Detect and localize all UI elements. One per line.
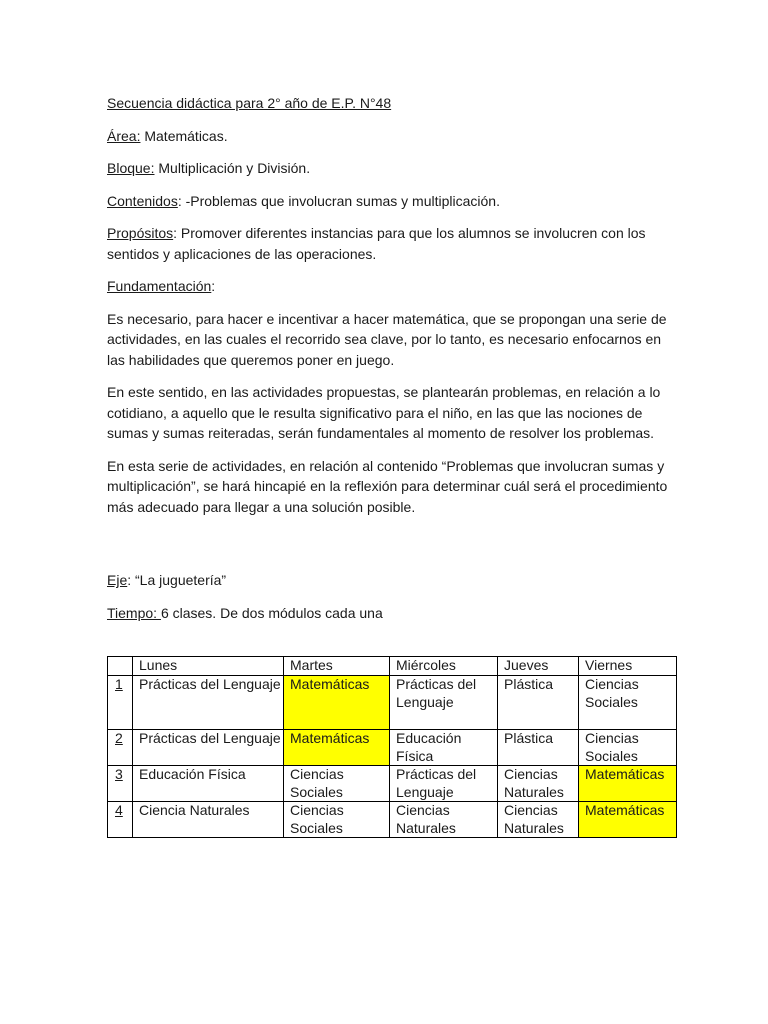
table-cell-highlighted: Matemáticas [284, 676, 390, 730]
fundamentacion-label: Fundamentación [107, 278, 212, 294]
table-cell: Educación Física [133, 766, 284, 802]
table-cell: Prácticas del Lenguaje [133, 676, 284, 730]
header-cell-lunes: Lunes [133, 657, 284, 676]
table-cell: Prácticas del Lenguaje [390, 676, 498, 730]
table-cell-highlighted: Matemáticas [579, 766, 677, 802]
propositos-value: : Promover diferentes instancias para que los alumnos se involucren con los sentidos y aplicaciones de las operaciones. [107, 225, 646, 262]
fundamentacion-paragraph-3: En esta serie de actividades, en relación al contenido “Problemas que involucran sumas y multiplicación”, se hará hincapié en la reflexión para determinar cuál será el procedimiento más adecuado para llegar a una solución posible. [107, 457, 668, 515]
header-cell-viernes: Viernes [579, 657, 677, 676]
table-cell: Ciencia Naturales [133, 802, 284, 838]
table-cell: Prácticas del Lenguaje [133, 730, 284, 766]
header-cell-jueves: Jueves [498, 657, 579, 676]
table-cell: Ciencias Sociales [284, 766, 390, 802]
fundamentacion-paragraph-2: En este sentido, en las actividades propuestas, se plantearán problemas, en relación a lo cotidiano, a aquello que le resulta significativo para el niño, en las que las nociones de sumas y sumas reiteradas, serán fundamentales al momento de resolver los problemas. [107, 384, 661, 441]
table-cell: Ciencias Naturales [498, 802, 579, 838]
row-number: 2 [108, 730, 133, 766]
schedule-table [107, 656, 677, 838]
row-number: 4 [108, 802, 133, 838]
header-cell-corner [108, 657, 133, 676]
propositos-label: Propósitos [107, 225, 174, 241]
header-cell-martes: Martes [284, 657, 390, 676]
area-value: Matemáticas. [140, 127, 228, 144]
table-row [108, 676, 677, 730]
table-row [108, 802, 677, 838]
propositos-paragraph [107, 223, 677, 264]
table-header-row [108, 657, 677, 676]
fundamentacion-heading [107, 276, 677, 297]
table-cell: Plástica [498, 676, 579, 730]
header-cell-miercoles: Miércoles [390, 657, 498, 676]
eje-value: : “La juguetería” [127, 572, 227, 588]
document-title: Secuencia didáctica para 2° año de E.P. N°48 [107, 95, 392, 111]
contenidos-label: Contenidos [107, 192, 178, 209]
table-row [108, 730, 677, 766]
table-cell-highlighted: Matemáticas [579, 802, 677, 838]
eje-line [107, 570, 677, 591]
area-line [107, 126, 677, 147]
document-body [107, 90, 677, 623]
table-cell: Ciencias Naturales [498, 766, 579, 802]
row-number: 1 [108, 676, 133, 730]
table-cell-highlighted: Matemáticas [284, 730, 390, 766]
tiempo-label: Tiempo: [107, 604, 161, 621]
table-cell: Prácticas del Lenguaje [390, 766, 498, 802]
tiempo-value: 6 clases. De dos módulos cada una [160, 604, 383, 621]
table-cell: Ciencias Naturales [390, 802, 498, 838]
tiempo-line [107, 603, 677, 624]
area-label: Área: [107, 127, 141, 144]
fundamentacion-colon: : [211, 278, 216, 294]
table-cell: Educación Física [390, 730, 498, 766]
bloque-line [107, 158, 677, 179]
table-cell: Plástica [498, 730, 579, 766]
table-cell: Ciencias Sociales [284, 802, 390, 838]
row-number: 3 [108, 766, 133, 802]
contenidos-line [107, 191, 677, 212]
eje-label: Eje [107, 572, 128, 588]
table-cell: Ciencias Sociales [579, 676, 677, 730]
table-cell: Ciencias Sociales [579, 730, 677, 766]
bloque-label: Bloque: [107, 160, 155, 176]
contenidos-value: : -Problemas que involucran sumas y multiplicación. [177, 192, 500, 209]
table-row [108, 766, 677, 802]
bloque-value: Multiplicación y División. [154, 160, 311, 176]
fundamentacion-paragraph-1: Es necesario, para hacer e incentivar a hacer matemática, que se propongan una serie de actividades, en las cuales el recorrido sea clave, por lo tanto, es necesario enfocarnos en las habilidades que queremos poner en juego. [107, 310, 667, 368]
